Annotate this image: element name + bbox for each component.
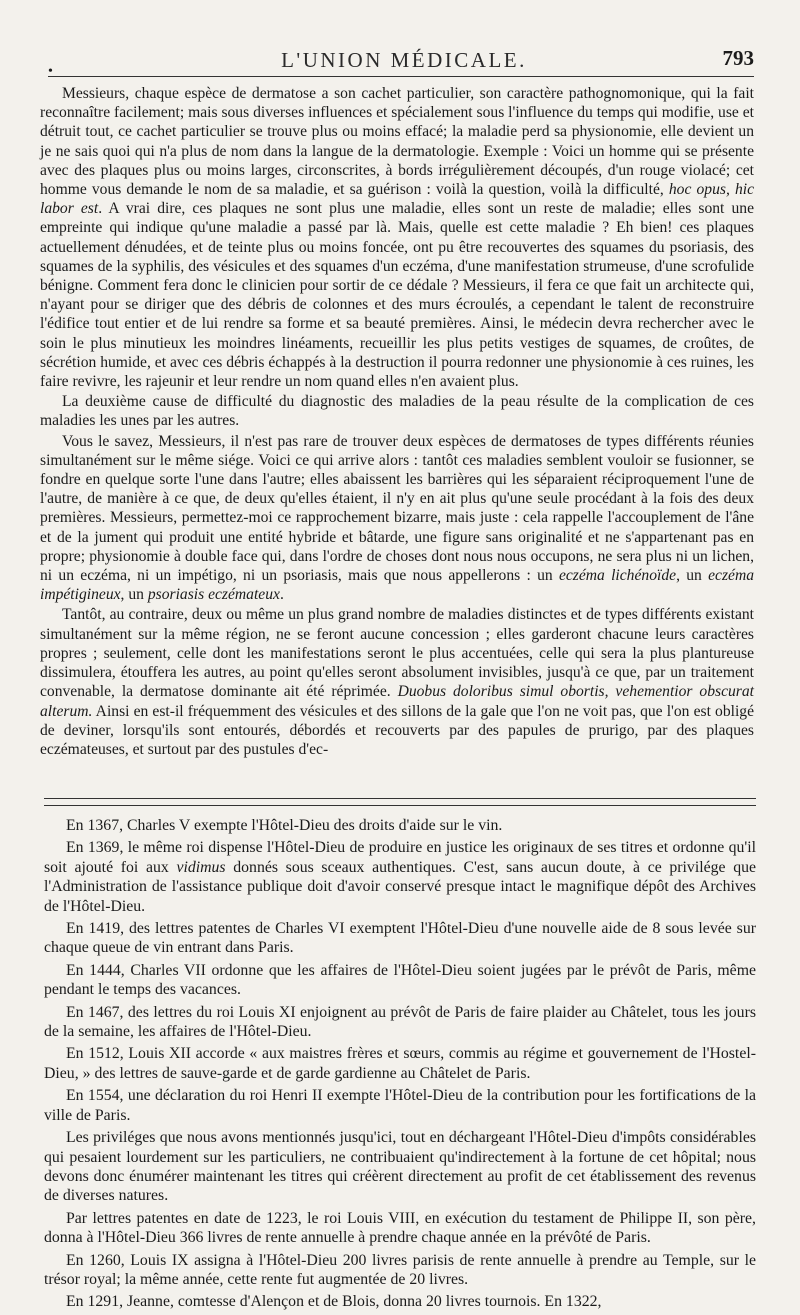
footnote-paragraph: En 1291, Jeanne, comtesse d'Alençon et de Blois, donna 20 livres tournois. En 1322, xyxy=(66,1293,602,1311)
page-number: 793 xyxy=(722,46,754,70)
paragraph: La deuxième cause de difficulté du diagnostic des maladies de la peau résulte de la complication de ces maladies les unes par les autres. xyxy=(40,393,754,430)
header-rule xyxy=(48,76,754,77)
footnote-paragraph: En 1419, des lettres patentes de Charles VI exemptent l'Hôtel-Dieu d'une nouvelle aide de 8 sous levée sur chaque queue de vin entrant dans Paris. xyxy=(44,920,756,957)
footnote-paragraph: En 1512, Louis XII accorde « aux maistres frères et sœurs, commis au régime et gouvernement de l'Hostel-Dieu, » des lettres de sauve-garde et de garde gardienne au Châtelet de Paris. xyxy=(44,1045,756,1082)
footnote-paragraph: Par lettres patentes en date de 1223, le roi Louis VIII, en exécution du testament de Philippe II, son père, donna à l'Hôtel-Dieu 366 livres de rente annuelle à prendre chaque année en la prévôté de Paris. xyxy=(44,1209,756,1247)
feuilleton-text xyxy=(44,816,756,1315)
footnote-paragraph: En 1260, Louis IX assigna à l'Hôtel-Dieu 200 livres parisis de rente annuelle à prendre au Temple, sur le trésor royal; la même année, cette rente fut augmentée de 20 livres. xyxy=(44,1251,756,1288)
footnote-paragraph: En 1444, Charles VII ordonne que les affaires de l'Hôtel-Dieu soient jugées par le prévôt de Paris, même pendant le temps des vacances. xyxy=(44,961,756,999)
footnote-paragraph: En 1467, des lettres du roi Louis XI enjoignent au prévôt de Paris de faire plaider au Châtelet, tous les jours de la semaine, les affaires de l'Hôtel-Dieu. xyxy=(44,1003,756,1041)
footnote-separator xyxy=(44,798,756,806)
main-text xyxy=(40,84,754,760)
running-title: L'UNION MÉDICALE. xyxy=(281,48,527,72)
footnote-paragraph: En 1554, une déclaration du roi Henri II exempte l'Hôtel-Dieu de la contribution pour les fortifications de la ville de Paris. xyxy=(44,1087,756,1124)
paragraph: Messieurs, chaque espèce de dermatose a son cachet particulier, son caractère pathognomonique, qui la fait reconnaître facilement; mais sous diverses influences et spécialement sous l'influence du temps qui modifie, use et détruit tout, ce cachet particulier se trouve plus ou moins effacé; la maladie perd sa physionomie, elle devient un je ne sais quoi qui n'a plus de nom dans la langue de la dermatologie. Exemple : Voici un homme qui se présente avec des plaques plus ou moins larges, circonscrites, à bords irrégulièrement découpés, d'un rouge violacé; cet homme vous demande le nom de sa maladie, et sa guérison : voilà la question, voilà la difficulté, hoc opus, hic labor est. A vrai dire, ces plaques ne sont plus une maladie, elles sont un reste de maladie; elles sont une empreinte qui indique qu'une maladie a passé par là. Mais, quelle est cette maladie ? Eh bien! ces plaques actuellement dénudées, et de teinte plus ou moins foncée, ont pu être recouvertes des squames du psoriasis, des squames de la syphilis, des vésicules et des squames d'un eczéma, d'une manifestation strumeuse, d'une scrofulide bénigne. Comment fera donc le clinicien pour sortir de ce dédale ? Messieurs, il fera ce que fait un architecte qui, n'ayant pour se diriger que des débris de colonnes et des murs écroulés, a cependant le talent de reconstruire l'édifice tout entier et de lui rendre sa forme et sa beauté premières. Ainsi, le médecin devra rechercher avec le soin le plus minutieux les moindres linéaments, recueillir les plus petits vestiges de squames, de croûtes, de sécrétion humide, et avec ces débris échappés à la destruction il pourra redonner une physionomie à ces ruines, les faire revivre, les rajeunir et leur rendre un nom quand elles n'en avaient plus. xyxy=(40,85,754,391)
footnote-paragraph: En 1369, le même roi dispense l'Hôtel-Dieu de produire en justice les originaux de ses titres et ordonne qu'il soit ajouté foi aux vidimus donnés sous sceaux authentiques. C'est, sans aucun doute, à ce privilége que l'Administration de l'assistance publique doit d'avoir conservé presque intact le magnifique dépôt des Archives de l'Hôtel-Dieu. xyxy=(44,839,756,915)
header-dot: • xyxy=(48,64,53,79)
paragraph: Tantôt, au contraire, deux ou même un plus grand nombre de maladies distinctes et de types différents existant simultanément sur la même région, ne se feront aucune concession ; elles garderont chacune leurs caractères propres ; seulement, celle dont les manifestations seront le plus accentuées, celle qui sera la plus plantureuse dissimulera, étouffera les autres, au point qu'elles seront absolument invisibles, jusqu'à ce que, par un traitement convenable, la dermatose dominante ait été réprimée. Duobus doloribus simul obortis, vehementior obscurat alterum. Ainsi en est-il fréquemment des vésicules et des sillons de la gale que l'on ne voit pas, que l'on est obligé de deviner, lorsqu'ils sont entourés, débordés et recouverts par des papules de prurigo, par des plaques eczémateuses, et surtout par des pustules d'ec- xyxy=(40,606,754,758)
page-header xyxy=(48,44,760,78)
footnote-paragraph: En 1367, Charles V exempte l'Hôtel-Dieu des droits d'aide sur le vin. xyxy=(66,817,503,834)
paragraph: Vous le savez, Messieurs, il n'est pas rare de trouver deux espèces de dermatoses de types différents réunies simultanément sur le même siége. Voici ce qui arrive alors : tantôt ces maladies semblent vouloir se fusionner, se fondre en quelque sorte l'une dans l'autre; elles abaissent les barrières qui les séparaient réciproquement l'une de l'autre, de manière à ce que, de deux qu'elles étaient, il n'y en ait plus qu'une seule procédant à la fois des deux premières. Messieurs, permettez-moi ce rapprochement bizarre, mais juste : cela rappelle l'accouplement de l'âne et de la jument qui produit une entité hybride et bâtarde, une figure sans originalité et ne s'appartenant pas en propre; physionomie à double face qui, dans l'ordre de choses dont nous nous occupons, ne sera plus ni un lichen, ni un eczéma, ni un impétigo, ni un psoriasis, mais que nous appellerons : un eczéma lichénoïde, un eczéma impétigineux, un psoriasis eczémateux. xyxy=(40,432,754,604)
footnote-paragraph: Les priviléges que nous avons mentionnés jusqu'ici, tout en déchargeant l'Hôtel-Dieu d'impôts considérables qui pesaient lourdement sur les particuliers, ne contribuaient qu'indirectement à la fortune de cet hôpital; nous devons donc énumérer maintenant les titres qui créèrent directement au profit de cet établissement des revenus de diverses natures. xyxy=(44,1129,756,1205)
